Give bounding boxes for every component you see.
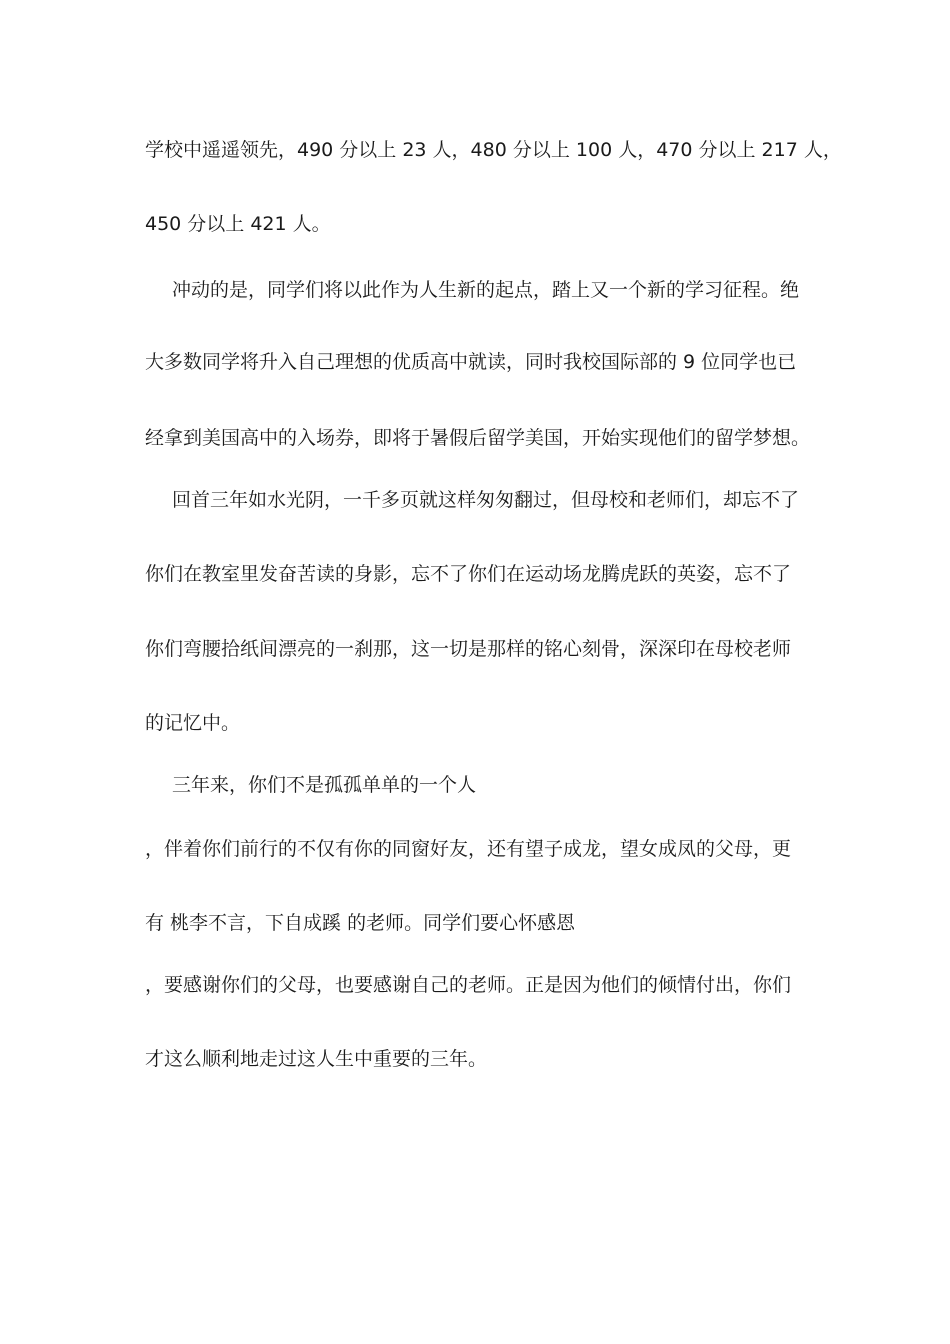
text-line: ，要感谢你们的父母，也要感谢自己的老师。正是因为他们的倾情付出，你们 xyxy=(145,974,792,996)
text-line: 经拿到美国高中的入场券，即将于暑假后留学美国，开始实现他们的留学梦想。 xyxy=(145,427,811,449)
text-line: 有 桃李不言，下自成蹊 的老师。同学们要心怀感恩 xyxy=(145,912,576,934)
text-line: 学校中遥遥领先，490 分以上 23 人，480 分以上 100 人，470 分以上 217 人， xyxy=(145,139,842,161)
text-line: 你们在教室里发奋苦读的身影，忘不了你们在运动场龙腾虎跃的英姿，忘不了 xyxy=(145,563,792,585)
paragraph-start-line: 冲动的是，同学们将以此作为人生新的起点，踏上又一个新的学习征程。绝 xyxy=(172,279,800,301)
paragraph-start-line: 三年来，你们不是孤孤单单的一个人 xyxy=(172,774,477,796)
text-line: 才这么顺利地走过这人生中重要的三年。 xyxy=(145,1048,488,1070)
paragraph-start-line: 回首三年如水光阴，一千多页就这样匆匆翻过，但母校和老师们，却忘不了 xyxy=(172,489,800,511)
text-line: ，伴着你们前行的不仅有你的同窗好友，还有望子成龙，望女成凤的父母，更 xyxy=(145,838,792,860)
text-line: 你们弯腰拾纸间漂亮的一刹那，这一切是那样的铭心刻骨，深深印在母校老师 xyxy=(145,638,792,660)
text-line: 大多数同学将升入自己理想的优质高中就读，同时我校国际部的 9 位同学也已 xyxy=(145,351,797,373)
text-line: 450 分以上 421 人。 xyxy=(145,213,331,235)
text-line: 的记忆中。 xyxy=(145,712,241,734)
